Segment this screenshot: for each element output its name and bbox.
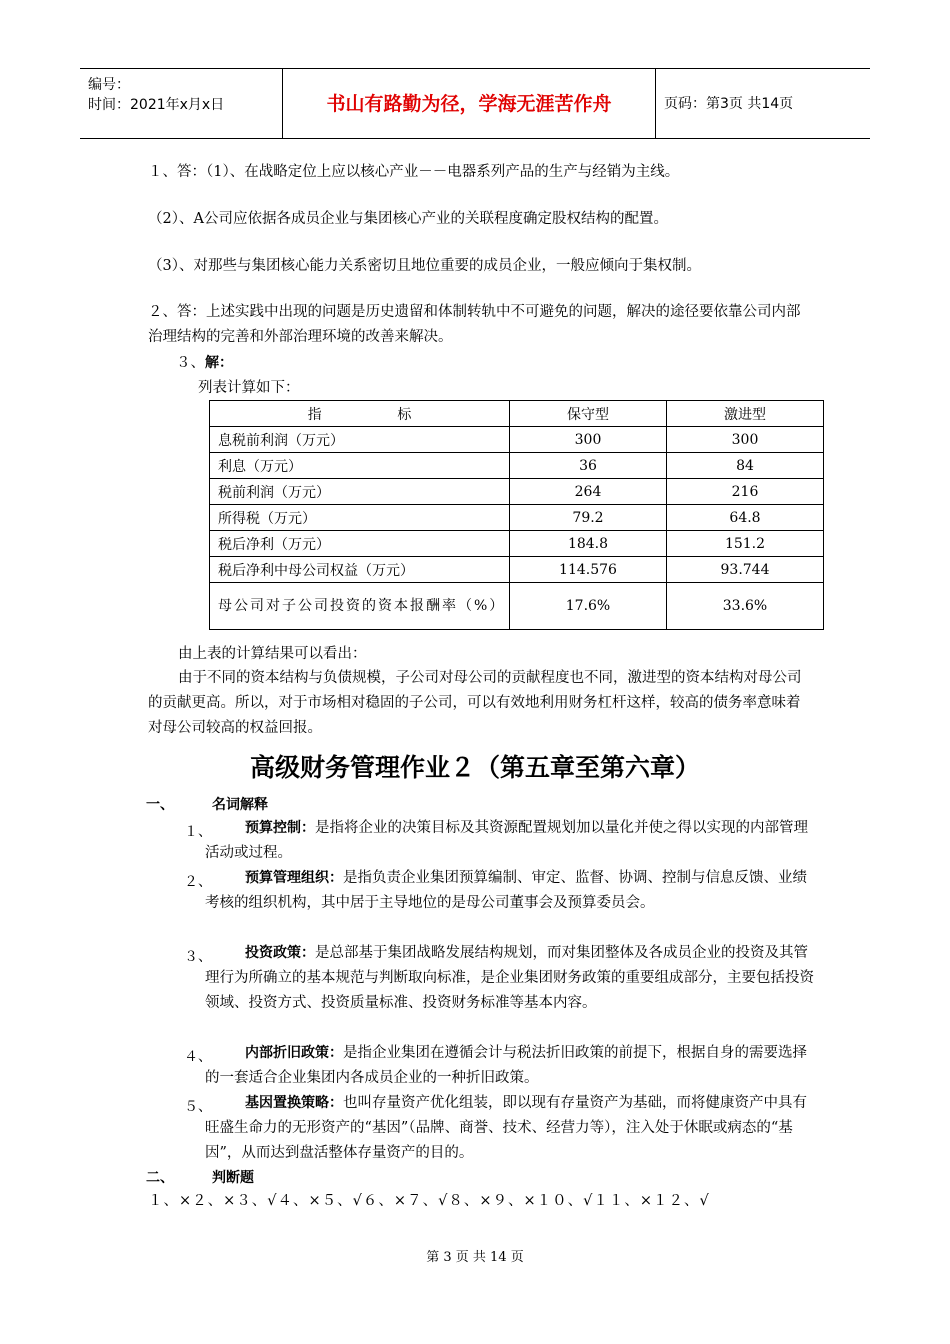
table-row [210, 583, 824, 630]
conclusion-intro: 由上表的计算结果可以看出： [178, 646, 367, 662]
header-slogan: 书山有路勤为径，学海无涯苦作舟 [326, 93, 612, 115]
question-3-number: ３、 [176, 355, 205, 371]
table-cell: 184.8 [510, 531, 667, 557]
term-2-name: 预算管理组织： [245, 870, 343, 886]
term-1-name: 预算控制： [245, 820, 315, 836]
section-title: 高级财务管理作业２（第五章至第六章） [249, 753, 700, 782]
time-label: 时间：2021年x月x日 [88, 97, 225, 113]
term-2-text: 是指负责企业集团预算编制、审定、监督、协调、控制与信息反馈、业绩考核的组织机构，其中居于主导地位的是母公司董事会及预算委员会。 [205, 870, 807, 911]
judgement-answers: １、×２、×３、√４、×５、√６、×７、√８、×９、×１０、√１１、×１２、√ [148, 1193, 710, 1209]
conclusion-paragraph: 由于不同的资本结构与负债规模，子公司对母公司的贡献程度也不同，激进型的资本结构对母公司的贡献更高。所以，对于市场相对稳固的子公司，可以有效地利用财务杠杆这样，较高的债务率意味着对母公司较高的权益回报。 [148, 670, 802, 736]
table-cell: 264 [510, 479, 667, 505]
term-2-definition [205, 866, 815, 916]
term-4-definition [205, 1041, 815, 1091]
table-header-row [210, 401, 824, 427]
calculation-table [209, 400, 824, 630]
table-row [210, 557, 824, 583]
answer-2: （2）、A公司应依据各成员企业与集团核心产业的关联程度确定股权结构的配置。 [148, 211, 668, 227]
term-1-text: 是指将企业的决策目标及其资源配置规划加以量化并使之得以实现的内部管理活动或过程。 [205, 820, 808, 861]
table-cell: 17.6% [510, 583, 667, 630]
table-cell: 64.8 [667, 505, 824, 531]
part-2-title: 判断题 [212, 1170, 254, 1186]
term-1-definition [205, 816, 815, 866]
table-row [210, 479, 824, 505]
header-page-label: 页码：第3页 共14页 [664, 96, 794, 112]
term-3-text: 是总部基于集团战略发展结构规划，而对集团整体及各成员企业的投资及其管理行为所确立的基本规范与判断取向标准，是企业集团财务政策的重要组成部分，主要包括投资领域、投资方式、投资质量标准、投资财务标准等基本内容。 [205, 945, 814, 1011]
table-row [210, 453, 824, 479]
code-label: 编号： [88, 77, 130, 93]
table-cell: 84 [667, 453, 824, 479]
table-cell: 33.6% [667, 583, 824, 630]
table-cell: 利息（万元） [210, 453, 510, 479]
table-cell: 税后净利中母公司权益（万元） [210, 557, 510, 583]
term-3-number: ３、 [184, 949, 212, 965]
table-cell: 36 [510, 453, 667, 479]
answer-3: （3）、对那些与集团核心能力关系密切且地位重要的成员企业，一般应倾向于集权制。 [148, 258, 701, 274]
term-2-number: ２、 [184, 874, 212, 890]
term-4-number: ４、 [184, 1049, 212, 1065]
table-row [210, 427, 824, 453]
header-divider [655, 69, 656, 138]
table-cell: 税前利润（万元） [210, 479, 510, 505]
term-5-definition [205, 1091, 815, 1166]
table-cell: 216 [667, 479, 824, 505]
table-cell: 税后净利（万元） [210, 531, 510, 557]
list-intro: 列表计算如下： [198, 380, 300, 396]
header-meta [88, 75, 224, 115]
term-5-name: 基因置换策略： [245, 1095, 343, 1111]
answer-1: １、答：（1）、在战略定位上应以核心产业－－电器系列产品的生产与经销为主线。 [148, 164, 680, 180]
term-5-number: ５、 [184, 1099, 212, 1115]
table-cell: 母公司对子公司投资的资本报酬率（%） [210, 583, 510, 630]
term-4-name: 内部折旧政策： [245, 1045, 343, 1061]
table-row [210, 505, 824, 531]
term-4-text: 是指企业集团在遵循会计与税法折旧政策的前提下，根据自身的需要选择的一套适合企业集团内各成员企业的一种折旧政策。 [205, 1045, 807, 1086]
page-footer: 第 3 页 共 14 页 [426, 1250, 524, 1265]
table-header-cell: 指 标 [210, 401, 510, 427]
part-1-number: 一、 [146, 797, 174, 813]
table-header-cell: 激进型 [667, 401, 824, 427]
table-cell: 所得税（万元） [210, 505, 510, 531]
term-1-number: １、 [184, 824, 212, 840]
term-5-text: 也叫存量资产优化组装，即以现有存量资产为基础，而将健康资产中具有旺盛生命力的无形资产的“基因”（品牌、商誉、技术、经营力等），注入处于休眠或病态的“基因”，从而达到盘活整体存量资产的目的。 [205, 1095, 807, 1161]
table-cell: 114.576 [510, 557, 667, 583]
part-2-number: 二、 [146, 1170, 174, 1186]
table-cell: 300 [667, 427, 824, 453]
term-3-name: 投资政策： [245, 945, 315, 961]
question-3-bold: 解： [205, 355, 233, 371]
table-cell: 息税前利润（万元） [210, 427, 510, 453]
part-1-title: 名词解释 [212, 797, 268, 813]
table-row [210, 531, 824, 557]
table-cell: 300 [510, 427, 667, 453]
page-header [80, 68, 870, 139]
question-2-answer: ２、答：上述实践中出现的问题是历史遗留和体制转轨中不可避免的问题，解决的途径要依靠公司内部治理结构的完善和外部治理环境的改善来解决。 [148, 304, 801, 345]
table-cell: 93.744 [667, 557, 824, 583]
table-cell: 79.2 [510, 505, 667, 531]
question-3-heading [176, 352, 233, 374]
term-3-definition [205, 941, 815, 1016]
table-header-cell: 保守型 [510, 401, 667, 427]
table-cell: 151.2 [667, 531, 824, 557]
